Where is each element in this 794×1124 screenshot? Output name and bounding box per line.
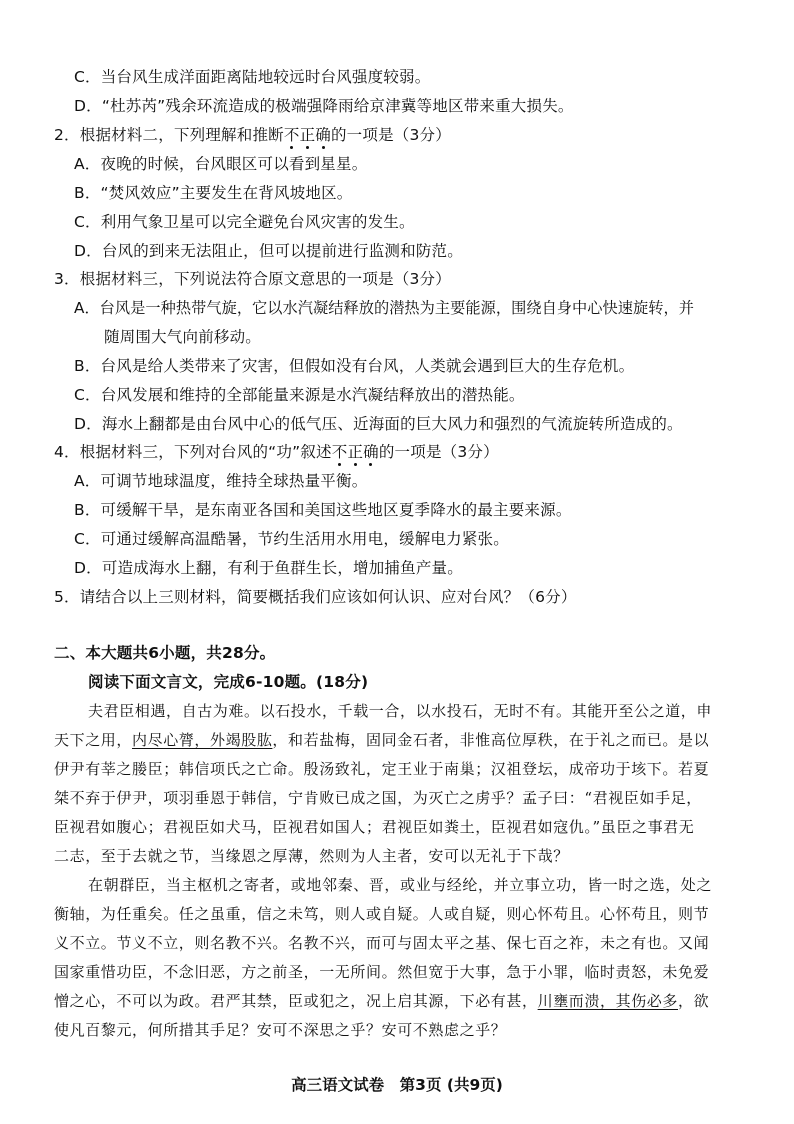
passage-text: ，和若盐梅，固同金石者，非惟高位厚秩，在于礼之而已。是以 — [272, 731, 710, 749]
underlined-sentence: 内尽心膂，外竭股肱 — [132, 731, 273, 749]
passage-line: 夫君臣相遇，自古为难。以石投水，千载一合，以水投石，无时不有。其能开至公之道，申 — [88, 702, 713, 720]
q2-emphasis-char: 确 — [315, 126, 331, 144]
q2-option-b: B．“焚风效应”主要发生在背风坡地区。 — [74, 184, 353, 202]
page-footer: 高三语文试卷 第3页 (共9页) — [291, 1076, 503, 1094]
q3-option-a: A．台风是一种热带气旋，它以水汽凝结释放的潜热为主要能源，围绕自身中心快速旋转，并 — [74, 299, 694, 317]
q4-stem-pre: 4．根据材料三，下列对台风的“功”叙述 — [54, 443, 332, 461]
q3-option-c: C．台风发展和维持的全部能量来源是水汽凝结释放出的潜热能。 — [74, 386, 525, 404]
underlined-sentence: 川壅而溃，其伤必多 — [537, 992, 679, 1010]
q2-stem-pre: 2．根据材料二，下列理解和推断 — [54, 126, 284, 144]
q2-option-c: C．利用气象卫星可以完全避免台风灾害的发生。 — [74, 213, 415, 231]
passage-text: 天下之用， — [54, 731, 133, 749]
q4-option-d: D．可造成海水上翻，有利于鱼群生长，增加捕鱼产量。 — [74, 559, 463, 577]
q3-option-a-cont: 随周围大气向前移动。 — [104, 328, 262, 346]
passage-line: 在朝群臣，当主枢机之寄者，或地邻秦、晋，或业与经纶，并立事立功，皆一时之选，处之 — [88, 876, 713, 894]
q5-stem: 5．请结合以上三则材料，简要概括我们应该如何认识、应对台风？（6分） — [54, 588, 577, 606]
passage-text: ，欲 — [678, 992, 710, 1010]
q2-stem — [54, 124, 451, 146]
q4-emphasis-char: 确 — [363, 443, 379, 461]
q1-option-c: C．当台风生成洋面距离陆地较远时台风强度较弱。 — [74, 68, 431, 86]
passage-line: 伊尹有莘之媵臣；韩信项氏之亡命。殷汤致礼，定王业于南巢；汉祖登坛，成帝功于垓下。若夏 — [54, 760, 710, 778]
q4-option-c: C．可通过缓解高温酷暑，节约生活用水用电，缓解电力紧张。 — [74, 530, 509, 548]
q4-option-b: B．可缓解干旱，是东南亚各国和美国这些地区夏季降水的最主要来源。 — [74, 501, 572, 519]
q3-option-d: D．海水上翻都是由台风中心的低气压、近海面的巨大风力和强烈的气流旋转所造成的。 — [74, 415, 683, 433]
section-instruction: 阅读下面文言文，完成6-10题。(18分) — [88, 673, 369, 691]
q2-option-d: D．台风的到来无法阻止，但可以提前进行监测和防范。 — [74, 242, 463, 260]
q3-stem: 3．根据材料三，下列说法符合原文意思的一项是（3分） — [54, 270, 451, 288]
passage-text: 憎之心，不可以为政。君严其禁，臣或犯之，况上启其源，下必有甚， — [54, 992, 538, 1010]
passage-line — [54, 990, 709, 1012]
passage-line: 桀不弃于伊尹，项羽垂恩于韩信，宁肯败已成之国，为灭亡之虏乎？孟子曰：“君视臣如手足， — [54, 789, 702, 807]
q3-option-b: B．台风是给人类带来了灾害，但假如没有台风，人类就会遇到巨大的生存危机。 — [74, 357, 635, 375]
q4-emphasis-char: 正 — [347, 443, 364, 461]
q4-stem — [54, 441, 499, 463]
passage-line: 义不立。节义不立，则名教不兴。名教不兴，而可与固太平之基、保七百之祚，未之有也。又闻 — [54, 934, 710, 952]
passage-line: 国家重惜功臣，不念旧恶，方之前圣，一无所间。然但宽于大事，急于小罪，临时责怒，未免爱 — [54, 963, 710, 981]
q2-emphasis-char: 不 — [283, 126, 300, 144]
q4-stem-post: 的一项是（3分） — [378, 443, 499, 461]
passage-line: 臣视君如腹心；君视臣如犬马，臣视君如国人；君视臣如粪土，臣视君如寇仇。”虽臣之事君无 — [54, 818, 695, 836]
q2-emphasis-char: 正 — [299, 126, 316, 144]
passage-line: 使凡百黎元，何所措其手足？安可不深思之乎？安可不熟虑之乎？ — [54, 1021, 507, 1039]
passage-line: 衡轴，为任重矣。任之虽重，信之未笃，则人或自疑。人或自疑，则心怀苟且。心怀苟且，则节 — [54, 905, 710, 923]
q2-stem-post: 的一项是（3分） — [330, 126, 451, 144]
q1-option-d: D．“杜苏芮”残余环流造成的极端强降雨给京津冀等地区带来重大损失。 — [74, 97, 574, 115]
q2-option-a: A．夜晚的时候，台风眼区可以看到星星。 — [74, 155, 368, 173]
passage-line — [54, 729, 709, 751]
q4-option-a: A．可调节地球温度，维持全球热量平衡。 — [74, 472, 368, 490]
passage-line: 二志，至于去就之节，当缘恩之厚薄，然则为人主者，安可以无礼于下哉？ — [54, 847, 569, 865]
section-title: 二、本大题共6小题，共28分。 — [54, 644, 276, 662]
q4-emphasis-char: 不 — [331, 443, 348, 461]
